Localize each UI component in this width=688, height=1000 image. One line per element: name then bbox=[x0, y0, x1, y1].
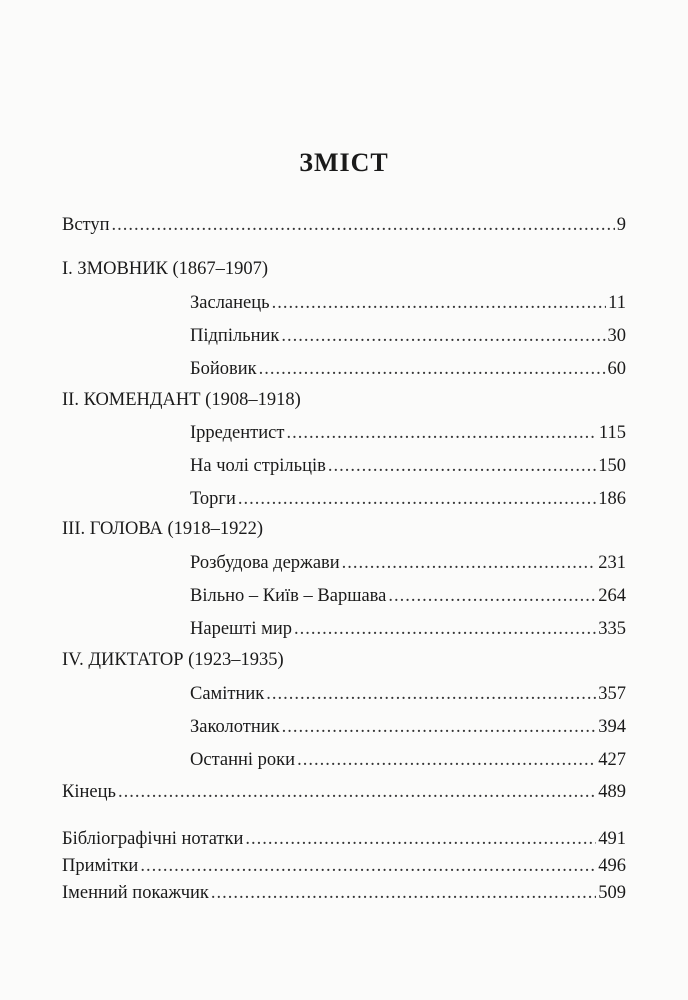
toc-entry-label: Кінець bbox=[62, 782, 116, 802]
toc-entry-label: Підпільник bbox=[190, 326, 280, 346]
leader-dots bbox=[272, 292, 607, 314]
leader-dots bbox=[112, 214, 615, 236]
toc-part-heading[interactable]: ІІ. КОМЕНДАНТ (1908–1918) bbox=[62, 390, 301, 410]
leader-dots bbox=[388, 585, 596, 607]
leader-dots bbox=[328, 455, 596, 477]
toc-entry-last-years[interactable] bbox=[190, 749, 626, 771]
leader-dots bbox=[282, 716, 597, 738]
leader-dots bbox=[294, 618, 596, 640]
toc-entry-index[interactable] bbox=[62, 882, 626, 904]
toc-entry-page: 427 bbox=[598, 750, 626, 770]
toc-entry-page: 335 bbox=[598, 619, 626, 639]
toc-entry-label: Розбудова держави bbox=[190, 553, 340, 573]
toc-entry-page: 30 bbox=[607, 326, 626, 346]
toc-entry-label: Бібліографічні нотатки bbox=[62, 829, 244, 849]
toc-entry-label: Вступ bbox=[62, 215, 110, 235]
toc-entry-page: 264 bbox=[598, 586, 626, 606]
toc-entry-exile[interactable] bbox=[190, 292, 626, 314]
toc-entry-label: Вільно – Київ – Варшава bbox=[190, 586, 387, 606]
toc-part-heading[interactable]: IV. ДИКТАТОР (1923–1935) bbox=[62, 650, 284, 670]
toc-part-heading[interactable]: ІІІ. ГОЛОВА (1918–1922) bbox=[62, 519, 264, 539]
toc-entry-vilno-kyiv-warsaw[interactable] bbox=[190, 585, 626, 607]
toc-entry-fighter[interactable] bbox=[190, 358, 626, 380]
toc-entry-label: Самітник bbox=[190, 684, 265, 704]
toc-part-heading[interactable]: І. ЗМОВНИК (1867–1907) bbox=[62, 259, 269, 279]
toc-entry-hermit[interactable] bbox=[190, 683, 626, 705]
toc-entry-label: Торги bbox=[190, 489, 236, 509]
toc-entry-peace[interactable] bbox=[190, 618, 626, 640]
leader-dots bbox=[238, 488, 596, 510]
leader-dots bbox=[211, 882, 596, 904]
toc-entry-label: Примітки bbox=[62, 856, 139, 876]
toc-entry-rebel[interactable] bbox=[190, 716, 626, 738]
toc-entry-page: 509 bbox=[598, 883, 626, 903]
toc-entry-riflemen[interactable] bbox=[190, 455, 626, 477]
toc-entry-label: Бойовик bbox=[190, 359, 257, 379]
toc-entry-page: 115 bbox=[598, 423, 626, 443]
toc-entry-state-building[interactable] bbox=[190, 552, 626, 574]
toc-entry-page: 60 bbox=[607, 359, 626, 379]
toc-entry-label: Ірредентист bbox=[190, 423, 285, 443]
toc-entry-page: 489 bbox=[598, 782, 626, 802]
toc-entry-label: Останні роки bbox=[190, 750, 296, 770]
page-title: ЗМІСТ bbox=[299, 148, 389, 177]
leader-dots bbox=[286, 422, 596, 444]
leader-dots bbox=[297, 749, 596, 771]
leader-dots bbox=[266, 683, 596, 705]
toc-entry-page: 11 bbox=[608, 293, 626, 313]
leader-dots bbox=[118, 781, 596, 803]
toc-entry-underground[interactable] bbox=[190, 325, 626, 347]
toc-entry-page: 357 bbox=[598, 684, 626, 704]
toc-entry-page: 9 bbox=[616, 215, 626, 235]
toc-entry-page: 150 bbox=[598, 456, 626, 476]
leader-dots bbox=[259, 358, 606, 380]
toc-entry-notes[interactable] bbox=[62, 855, 626, 877]
toc-entry-page: 394 bbox=[598, 717, 626, 737]
leader-dots bbox=[342, 552, 597, 574]
toc-entry-bargaining[interactable] bbox=[190, 488, 626, 510]
toc-entry-label: Нарешті мир bbox=[190, 619, 292, 639]
toc-entry-label: Засланець bbox=[190, 293, 270, 313]
toc-entry-end[interactable] bbox=[62, 781, 626, 803]
toc-entry-page: 186 bbox=[598, 489, 626, 509]
leader-dots bbox=[140, 855, 596, 877]
toc-entry-bibliography[interactable] bbox=[62, 828, 626, 850]
leader-dots bbox=[281, 325, 605, 347]
toc-entry-page: 496 bbox=[598, 856, 626, 876]
toc-entry-page: 491 bbox=[598, 829, 626, 849]
toc-entry-label: Заколотник bbox=[190, 717, 280, 737]
toc-entry-label: Іменний покажчик bbox=[62, 883, 209, 903]
toc-entry-intro[interactable] bbox=[62, 214, 626, 236]
toc-entry-page: 231 bbox=[598, 553, 626, 573]
toc-entry-irredentist[interactable] bbox=[190, 422, 626, 444]
toc-entry-label: На чолі стрільців bbox=[190, 456, 326, 476]
leader-dots bbox=[245, 828, 596, 850]
